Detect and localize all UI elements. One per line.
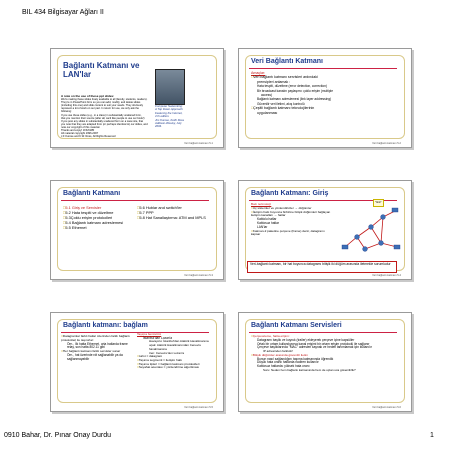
toc-item: □ 5.8 Hat Sanallaştırma: ATM and MPLS: [137, 215, 209, 220]
bullet-item: □ Datagramlar farklı hatlar üzerinden farklı bağlantı protokolleri ile taşınırlar:: [61, 335, 133, 343]
toc-item: □ 5.3Çoklu erişim protokolleri: [63, 215, 133, 220]
usage-note: [61, 95, 153, 138]
sub-bullet-item: Örn., İlk hatta Ethernet, orta hatlarda frame relay, son hatta 802.11 gibi: [67, 341, 128, 350]
context-column-2: [137, 333, 215, 370]
sub-bullet-item: Hata tespiti, düzeltme (error detection, correction): [257, 84, 327, 89]
title-underline: [249, 68, 397, 69]
bullet-item: □ Veri bağlantı katmanı servisleri ardındaki: [251, 75, 401, 79]
sub-bullet-item: Datagramı başlık ve kuyruk (trailer) ekleyerek çerçeve içine kapsüller: [257, 337, 355, 342]
toc-item: □ 5.4 Bağlantı katmanı adreslemesi: [63, 220, 133, 225]
book-caption-line: A Top Down Approach: [155, 107, 183, 112]
network-diagram: [335, 197, 405, 263]
sub-bullet-item: Çerçeve başlıklarında "MAC" adresleri kaynak ve hedefi tanımlamak için kullanılır: [257, 345, 372, 350]
definition-text: Veri-bağlantı katmanı, bir hat boyunca datagramı bitişik iki düğüm arasında iletmekle sorumludur: [250, 262, 391, 266]
sub-bullet-item: Kablosuz hatlarda: yüksek hata oranı: [257, 364, 310, 368]
sub-bullet-item: Düşük hata oranlı hatlarda nadiren kullanılır: [257, 360, 319, 365]
usage-note-line: following:: [61, 110, 72, 114]
usage-note-line: If you use these slides (e.g., in a class) in substantially unaltered form,: [61, 113, 142, 117]
bullet-item: □ Uç sistemler ve yönlendiriciler → düğümler: [251, 207, 333, 211]
sub-bullet-item: İstanbul'dan Lozan'a: [143, 335, 173, 340]
bullet-item: □ Katman-2 paketine çerçeve (frame) denir, datagramı kapsar: [251, 230, 333, 238]
bullet-item: □ turist = datagram: [137, 355, 215, 359]
slide-footer: Veri bağlantı katmanı 5-6: [372, 406, 401, 409]
usage-note-line: (including this one) and slide content to suit your needs. They obviously: [61, 104, 143, 108]
sub-bullet-item: Ortak bir ortam kullanılıyorsa kanal erişimi bir ortam erişim protokolü ile sağlanır: [257, 341, 370, 346]
toc-item: □ 5.6 Hublar and switch'ler: [137, 205, 209, 210]
definition-box: [247, 261, 397, 273]
slide-footer: Veri bağlantı katmanı 5-5: [184, 406, 213, 409]
book-caption-line: Jim Kurose, Keith Ross: [155, 117, 185, 122]
slide-6: [238, 312, 412, 412]
usage-note-line: All material copyright 1996-2007: [61, 132, 99, 136]
usage-note-line: We're making these slides freely available to all (faculty, students, readers).: [61, 98, 148, 102]
usage-note-line: If you post any slides in substantially unaltered form on a www site, that: [61, 119, 144, 123]
book-caption-line: Featuring the Internet,: [155, 110, 183, 115]
usage-note-line: Thanks and enjoy! JFK/KWR: [61, 129, 95, 133]
slide-title: Bağlantı Katmanı: Giriş: [251, 190, 329, 197]
usage-note-line: that you mention their source (after all, we'd like people to use our book!): [61, 116, 145, 120]
title-underline: [61, 200, 209, 201]
book-caption-line: Addison-Wesley, July: [155, 121, 182, 126]
book-caption-line: 4 th edition.: [155, 114, 170, 119]
page-footer-author: 0910 Bahar, Dr. Pınar Onay Durdu: [4, 432, 112, 439]
sub-bullet-item: LAN'lar: [257, 224, 268, 229]
usage-note-title: A note on the use of these ppt slides:: [61, 94, 115, 98]
bullet-item-cont: prensipleri anlamak :: [257, 79, 291, 84]
bullet-item: □ Taşıma tipleri = bağlantı katmanı protokolleri: [137, 363, 215, 367]
sub-sub-bullet-item: Soru: Neden hem bağlantı katmanında hem de uçtan uca güvenilirlik?: [263, 367, 356, 372]
toc-item: □ 5.2 Hata tespiti ve düzeltme: [63, 210, 133, 215]
slide-body: [251, 203, 333, 237]
context-column-1: [61, 335, 133, 362]
slide-2: [238, 48, 412, 148]
network-nodes: [342, 208, 400, 251]
slide-subtitle: Bazı terimoloji:: [251, 202, 272, 206]
sub-sub-bullet-item: IP adresinden farklıdır!: [263, 349, 294, 353]
page-number: 1: [430, 432, 434, 439]
sub-bullet-item: Kablosuz hatlar: [257, 220, 279, 225]
usage-note-line: note our copyright of this material.: [61, 125, 101, 129]
usage-note-line: represent a lot of work on our part. In return for use, we only ask the: [61, 107, 139, 111]
slide-title-line-2: LAN'lar: [63, 70, 92, 79]
usage-note-line: They're in PowerPoint form so you can add, modify, and delete slides: [61, 101, 141, 105]
slide-footer: Veri bağlantı katmanı 5-1: [184, 142, 213, 145]
bullet-item-cont: uygulanması: [257, 110, 278, 115]
sub-bullet-item: Bunun nasıl sağlandığını taşıma katmanında öğrendik: [257, 356, 334, 361]
bullet-item: □ Bitişik düğümler arasında güvenilir iletim: [251, 354, 401, 358]
slide-title: Bağlantı Katmanı Servisleri: [251, 322, 342, 329]
sub-bullet-item-cont: access): [261, 93, 272, 98]
link-callout: "link": [373, 199, 384, 207]
sub-bullet-item: Güvenilir veri iletimi, akış kontrolü: [257, 101, 305, 106]
sub-sub-bullet-item: uçak: Atatürk Havalimanından Cenevre havalimanına: [149, 343, 202, 351]
book-caption-line: 2004.: [155, 124, 162, 129]
bullet-item: □ Çerçeveleme, hatta erişim:: [251, 335, 401, 339]
slide-3: [50, 180, 224, 280]
usage-note-line: J.F Kurose and K.W. Ross, All Rights Reserved: [61, 135, 116, 139]
slide-title: Bağlantı katmanı: bağlam: [63, 322, 148, 329]
slide-subtitle: Amaçlar:: [251, 71, 266, 75]
toc-item: □ 5.5 Ethernet: [63, 225, 133, 230]
slide-title-line-1: Bağlantı Katmanı ve: [63, 61, 140, 70]
slide-1: [50, 48, 224, 148]
toc-item: □ 5.1 Giriş ve Servisler: [63, 205, 133, 210]
network-links: [345, 211, 397, 249]
analogy-title: Taşıma benzetimi: [137, 332, 162, 336]
toc-column-1: [63, 205, 133, 230]
slide-4: [238, 180, 412, 280]
book-cover-image: [155, 69, 185, 105]
slide-title: Veri Bağlantı Katmanı: [251, 58, 323, 65]
bullet-item: □ İletişim hattı boyunca birbirine bitişik düğümleri bağlayan iletişim kanalları → hatlar: [251, 211, 333, 219]
usage-note-line: you note that they are adapted from (or perhaps identical to) our slides, and: [61, 122, 148, 126]
slide-footer: Veri bağlantı katmanı 5-2: [372, 142, 401, 145]
slide-5: [50, 312, 224, 412]
slide-title: Bağlantı Katmanı: [63, 190, 121, 197]
sub-bullet-item: Kablolu hatlar: [257, 217, 277, 222]
bullet-item: □ Her bağlantı katmanı farklı servisler sunar: [61, 350, 133, 354]
sub-sub-bullet-item: Havayolu: İstanbul'dan Atatürk Havalimanına: [149, 339, 209, 344]
sub-bullet-item: Örn., hat üzerinde rdt sağlanabilir ya da sağlanmayabilir: [67, 352, 123, 361]
bullet-item: □ Taşıma segmenti = iletişim hattı: [137, 359, 215, 363]
toc-item: □ 5.7 PPP: [137, 210, 209, 215]
book-caption-line: Computer Networking:: [155, 104, 183, 108]
slide-body: [251, 335, 401, 373]
slide-body: [251, 71, 401, 115]
bullet-item: □ Seyahat acentası = yönlendirme algoritması: [137, 366, 215, 370]
title-underline: [249, 332, 397, 333]
slide-footer: Veri bağlantı katmanı 5-4: [372, 274, 401, 277]
sub-bullet-item: Bağlantı katmanı adreslemesi (link layer addressing): [257, 97, 332, 102]
slide-title: [63, 61, 139, 79]
sub-sub-bullet-item: tren: Cenevre'den Lozan'a: [149, 350, 185, 355]
book-caption: [155, 105, 184, 129]
toc-column-2: [137, 205, 209, 220]
slide-footer: Veri bağlantı katmanı 5-3: [184, 274, 213, 277]
bullet-item: □ Çeşitli bağlantı katmanı teknolojilerinin: [251, 106, 401, 110]
page-header: BIL 434 Bilgisayar Ağları II: [22, 9, 104, 16]
sub-bullet-item: Bir broadcast kanalın paylaşımı: çoklu erişim (multiple: [257, 88, 333, 93]
